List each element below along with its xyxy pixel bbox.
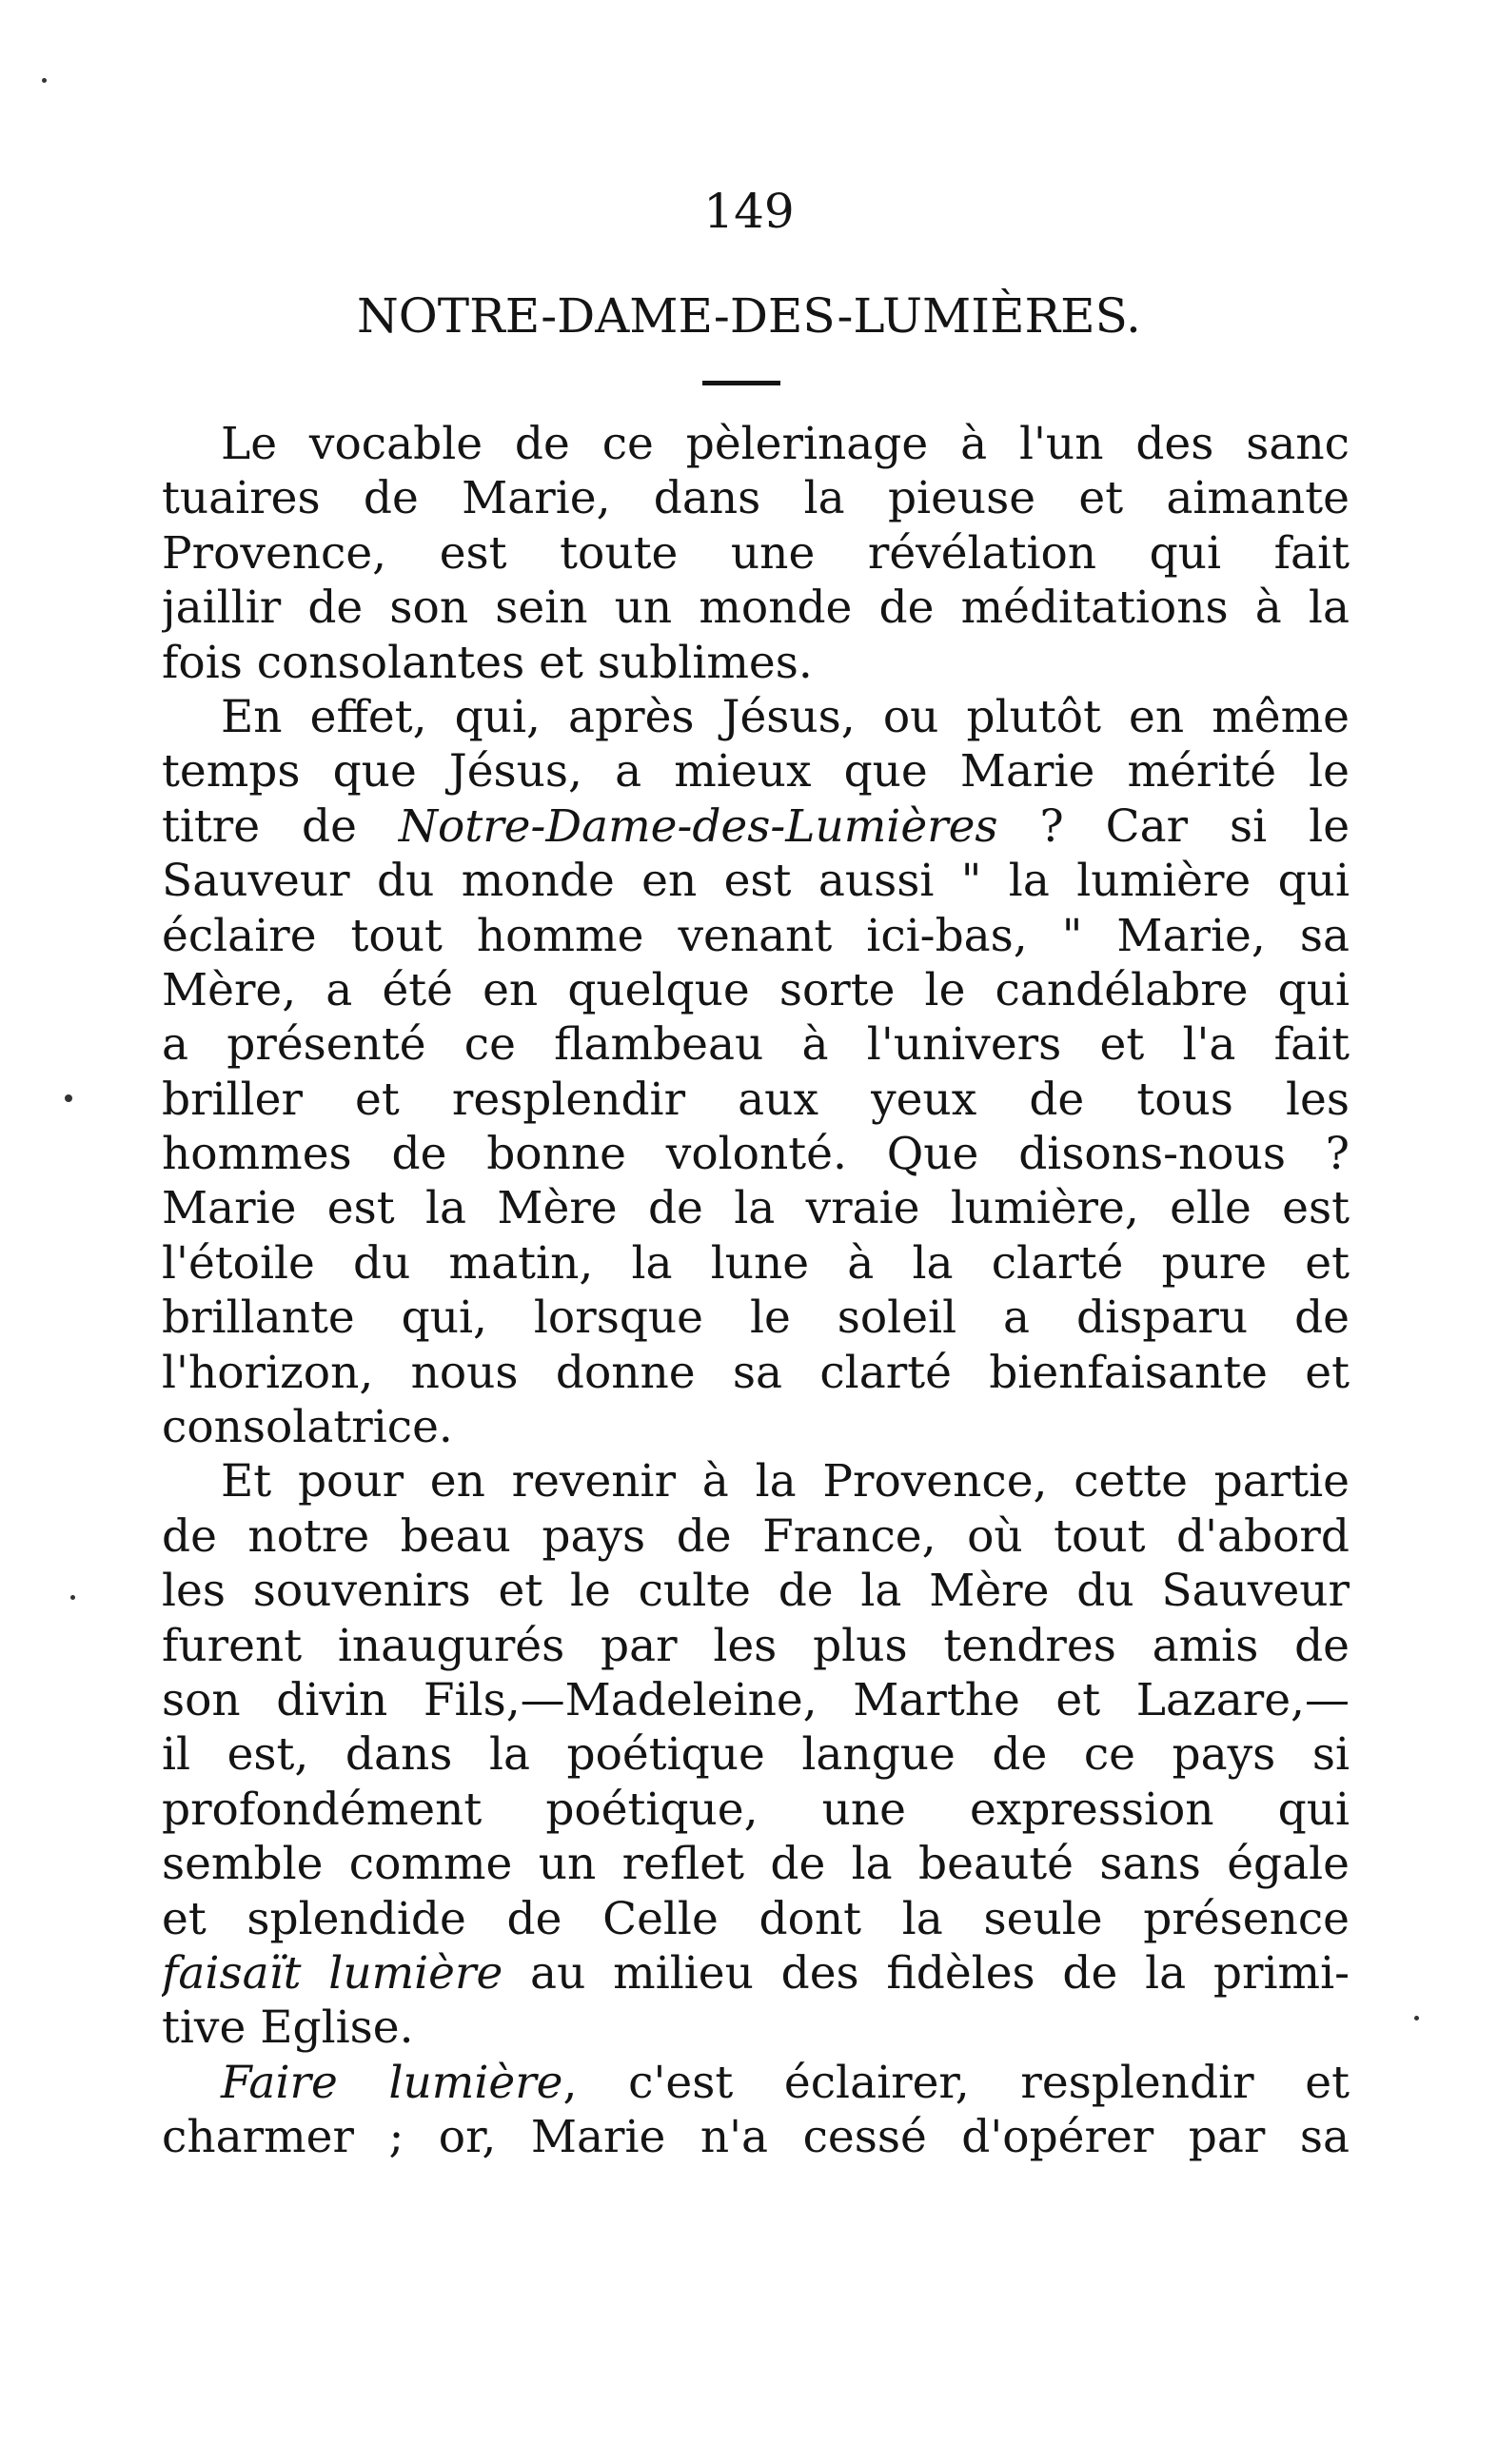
body-text: [162, 417, 1350, 2165]
italic-phrase: Notre-Dame-des-Lumières: [398, 799, 998, 853]
print-speck: [1414, 2016, 1419, 2020]
italic-phrase: Faire lumière: [221, 2056, 563, 2109]
line-text: il est, dans la poétique langue de ce pays si: [162, 1728, 1350, 1782]
chapter-title: NOTRE-DAME-DES-LUMIÈRES.: [357, 288, 1141, 344]
text-line: [162, 1291, 1350, 1345]
line-text: tuaires de Marie, dans la pieuse et aimante: [162, 472, 1350, 525]
text-line: [162, 1127, 1350, 1181]
line-text: consolatrice.: [162, 1401, 453, 1454]
text-line: [162, 854, 1350, 908]
line-text: Provence, est toute une révélation qui fait: [162, 526, 1350, 580]
text-line: [162, 526, 1350, 581]
line-text: et splendide de Celle dont la seule présence: [162, 1892, 1350, 1945]
text-line: [162, 1400, 1350, 1454]
line-text: furent inaugurés par les plus tendres amis de: [162, 1619, 1350, 1672]
line-text: En effet, qui, après Jésus, ou plutôt en même: [221, 690, 1350, 743]
line-text: l'étoile du matin, la lune à la clarté pure et: [162, 1236, 1350, 1290]
line-text: fois consolantes et sublimes.: [162, 636, 813, 689]
line-text: Marie est la Mère de la vraie lumière, elle est: [162, 1182, 1350, 1235]
line-text: son divin Fils,—Madeleine, Marthe et Lazare,—: [162, 1673, 1350, 1726]
line-text: Le vocable de ce pèlerinage à l'un des sanc: [221, 418, 1350, 470]
line-text: les souvenirs et le culte de la Mère du Sauveur: [162, 1565, 1350, 1618]
text-line: [162, 1509, 1350, 1564]
line-text: au milieu des fidèles de la primi-: [503, 1946, 1350, 2000]
line-text: charmer ; or, Marie n'a cessé d'opérer par sa: [162, 2111, 1350, 2164]
line-text: éclaire tout homme venant ici-bas, " Marie, sa: [162, 909, 1350, 962]
text-line: [162, 1181, 1350, 1235]
italic-phrase: faisaït lumière: [162, 1946, 503, 2000]
text-line: [162, 1783, 1350, 1837]
text-line: [162, 1946, 1350, 2001]
line-text: , c'est éclairer, resplendir et: [562, 2056, 1350, 2109]
text-line: [162, 417, 1350, 471]
text-line: [162, 1073, 1350, 1127]
line-text: titre de: [162, 799, 399, 853]
print-speck: [70, 1595, 75, 1600]
text-line: [162, 2110, 1350, 2164]
line-text: temps que Jésus, a mieux que Marie mérité le: [162, 745, 1350, 798]
text-line: [162, 1892, 1350, 1946]
text-line: [162, 799, 1350, 854]
line-text: brillante qui, lorsque le soleil a disparu de: [162, 1291, 1350, 1345]
print-speck: [42, 78, 47, 83]
text-line: [162, 1837, 1350, 1891]
text-line: [162, 636, 1350, 690]
title-rule: [702, 381, 780, 385]
text-line: [162, 471, 1350, 525]
text-line: [162, 1564, 1350, 1618]
text-line: [162, 1236, 1350, 1291]
text-line: [162, 581, 1350, 635]
text-line: [162, 1346, 1350, 1400]
line-text: Mère, a été en quelque sorte le candélabre qui: [162, 963, 1350, 1016]
text-line: [162, 2056, 1350, 2110]
text-line: [162, 1727, 1350, 1782]
line-text: semble comme un reflet de la beauté sans égale: [162, 1838, 1350, 1891]
text-line: [162, 1673, 1350, 1727]
line-text: profondément poétique, une expression qui: [162, 1783, 1350, 1836]
print-speck: [65, 1094, 72, 1102]
text-line: [162, 690, 1350, 744]
line-text: l'horizon, nous donne sa clarté bienfaisante et: [162, 1346, 1350, 1399]
line-text: briller et resplendir aux yeux de tous les: [162, 1073, 1350, 1126]
text-line: [162, 2001, 1350, 2055]
text-line: [162, 744, 1350, 798]
line-text: tive Eglise.: [162, 2001, 414, 2055]
text-line: [162, 1017, 1350, 1072]
text-line: [162, 909, 1350, 963]
line-text: Sauveur du monde en est aussi " la lumière qui: [162, 855, 1350, 908]
line-text: jaillir de son sein un monde de méditations à la: [162, 582, 1350, 635]
line-text: de notre beau pays de France, où tout d'abord: [162, 1509, 1350, 1563]
line-text: Et pour en revenir à la Provence, cette partie: [221, 1455, 1350, 1508]
page-number: 149: [703, 184, 795, 239]
text-line: [162, 963, 1350, 1017]
line-text: ? Car si le: [997, 799, 1350, 853]
text-line: [162, 1454, 1350, 1508]
line-text: a présenté ce flambeau à l'univers et l'a fait: [162, 1018, 1350, 1072]
line-text: hommes de bonne volonté. Que disons-nous ?: [162, 1128, 1350, 1181]
text-line: [162, 1619, 1350, 1673]
